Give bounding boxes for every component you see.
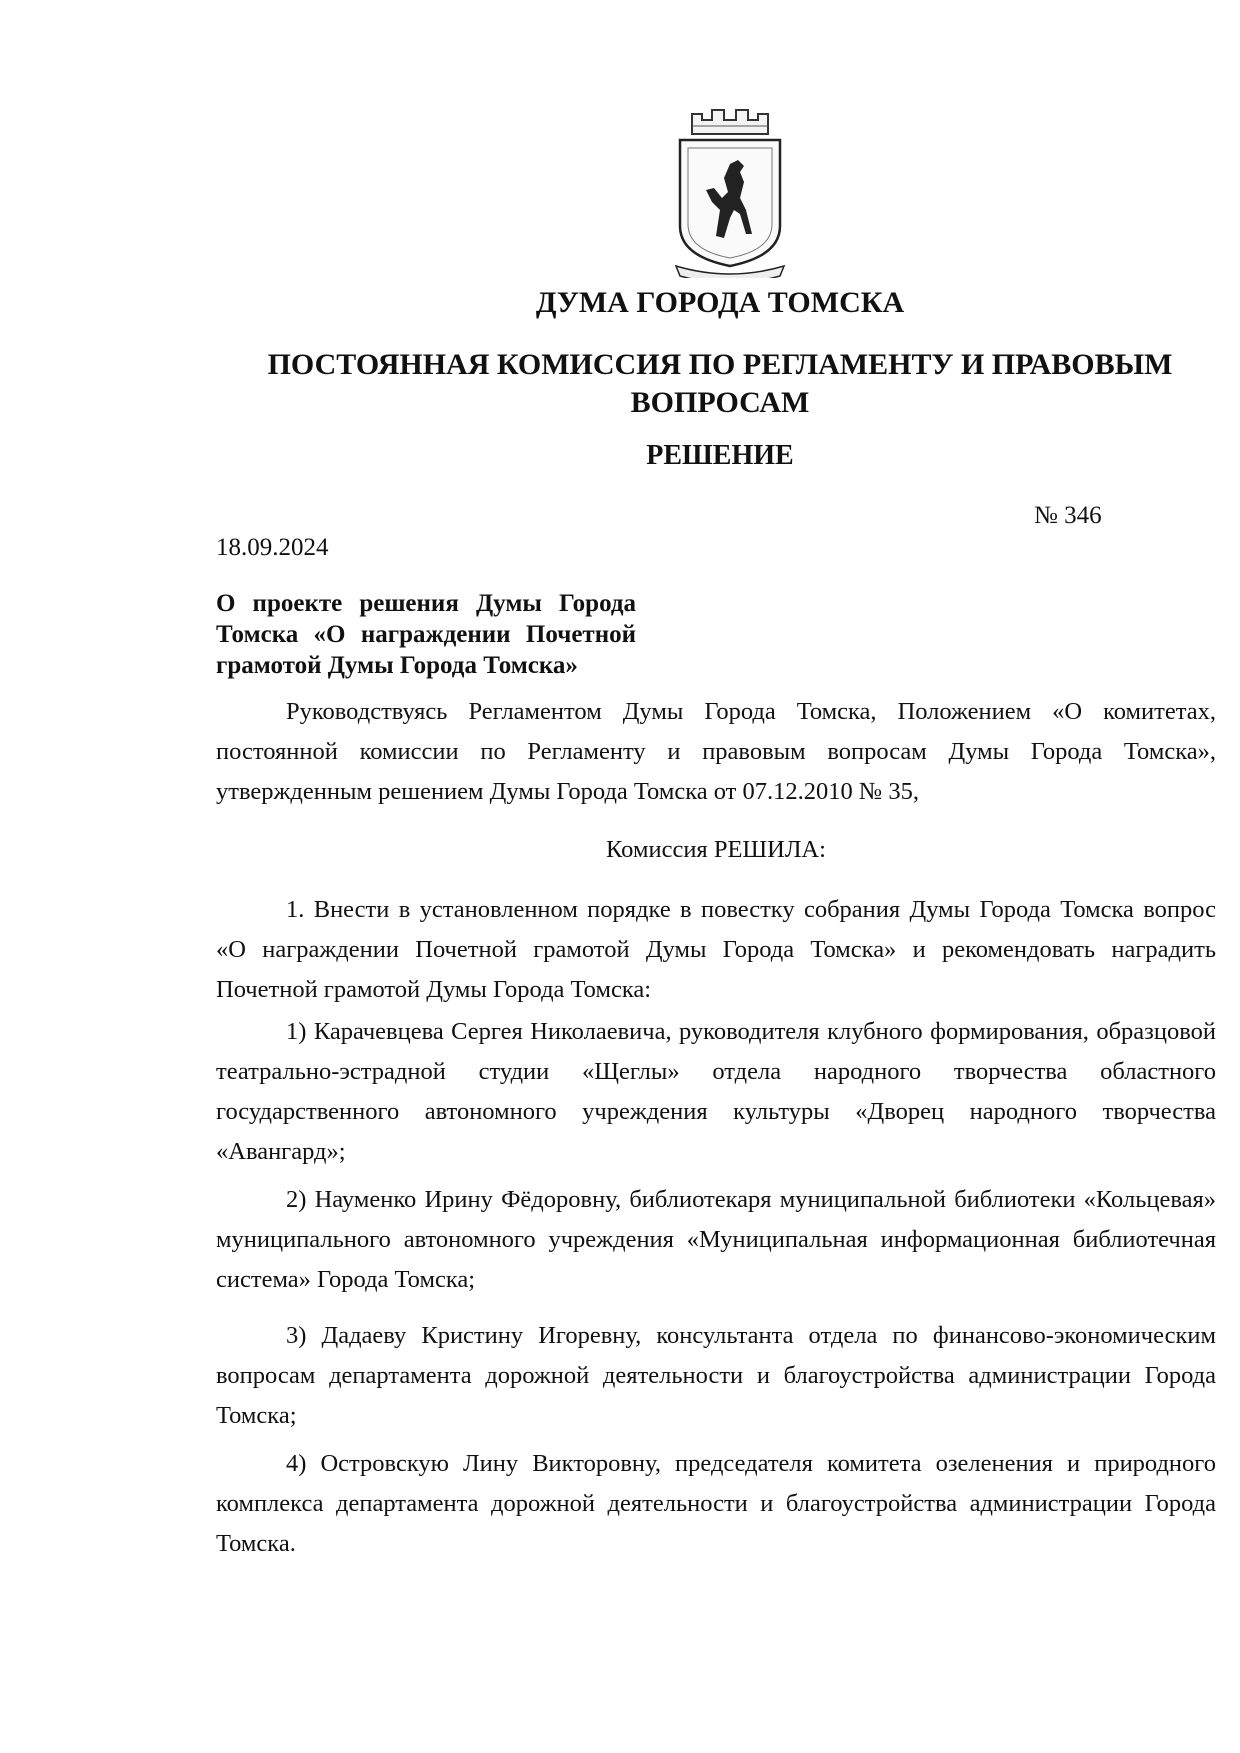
award-item-2: 2) Науменко Ирину Фёдоровну, библиотекаря муниципальной библиотеки «Кольцевая» муниципального автономного учреждения «Муниципальная информационная библиотечная система» Города Томска;: [216, 1186, 1216, 1293]
committee-title: [0, 346, 1240, 422]
decision-subject: О проекте решения Думы Города Томска «О награждении Почетной грамотой Думы Города Томска»: [216, 590, 636, 679]
committee-title-line2: ВОПРОСАМ: [630, 386, 810, 419]
item-1-paragraph: 1. Внести в установленном порядке в повестку собрания Думы Города Томска вопрос «О награждении Почетной грамотой Думы Города Томска» и рекомендовать наградить Почетной грамотой Думы Города Томска:: [216, 896, 1216, 1003]
decision-number: № 346: [1034, 502, 1102, 529]
organization-title: ДУМА ГОРОДА ТОМСКА: [535, 286, 905, 319]
tomsk-coat-of-arms-icon: [672, 106, 788, 278]
resolved-heading: Комиссия РЕШИЛА:: [606, 836, 826, 863]
decision-date: 18.09.2024: [216, 534, 329, 561]
intro-paragraph: Руководствуясь Регламентом Думы Города Томска, Положением «О комитетах, постоянной комиссии по Регламенту и правовым вопросам Думы Города Томска», утвержденным решением Думы Города Томска от 07.12.2010 № 35,: [216, 698, 1216, 805]
document-type-title: РЕШЕНИЕ: [646, 440, 794, 471]
award-item-1: 1) Карачевцева Сергея Николаевича, руководителя клубного формирования, образцовой театрально-эстрадной студии «Щеглы» отдела народного творчества областного государственного автономного учреждения культуры «Дворец народного творчества «Авангард»;: [216, 1018, 1216, 1165]
award-item-4: 4) Островскую Лину Викторовну, председателя комитета озеленения и природного комплекса департамента дорожной деятельности и благоустройства администрации Города Томска.: [216, 1450, 1216, 1557]
award-item-3: 3) Дадаеву Кристину Игоревну, консультанта отдела по финансово-экономическим вопросам департамента дорожной деятельности и благоустройства администрации Города Томска;: [216, 1322, 1216, 1429]
committee-title-line1: ПОСТОЯННАЯ КОМИССИЯ ПО РЕГЛАМЕНТУ И ПРАВОВЫМ: [267, 348, 1173, 381]
